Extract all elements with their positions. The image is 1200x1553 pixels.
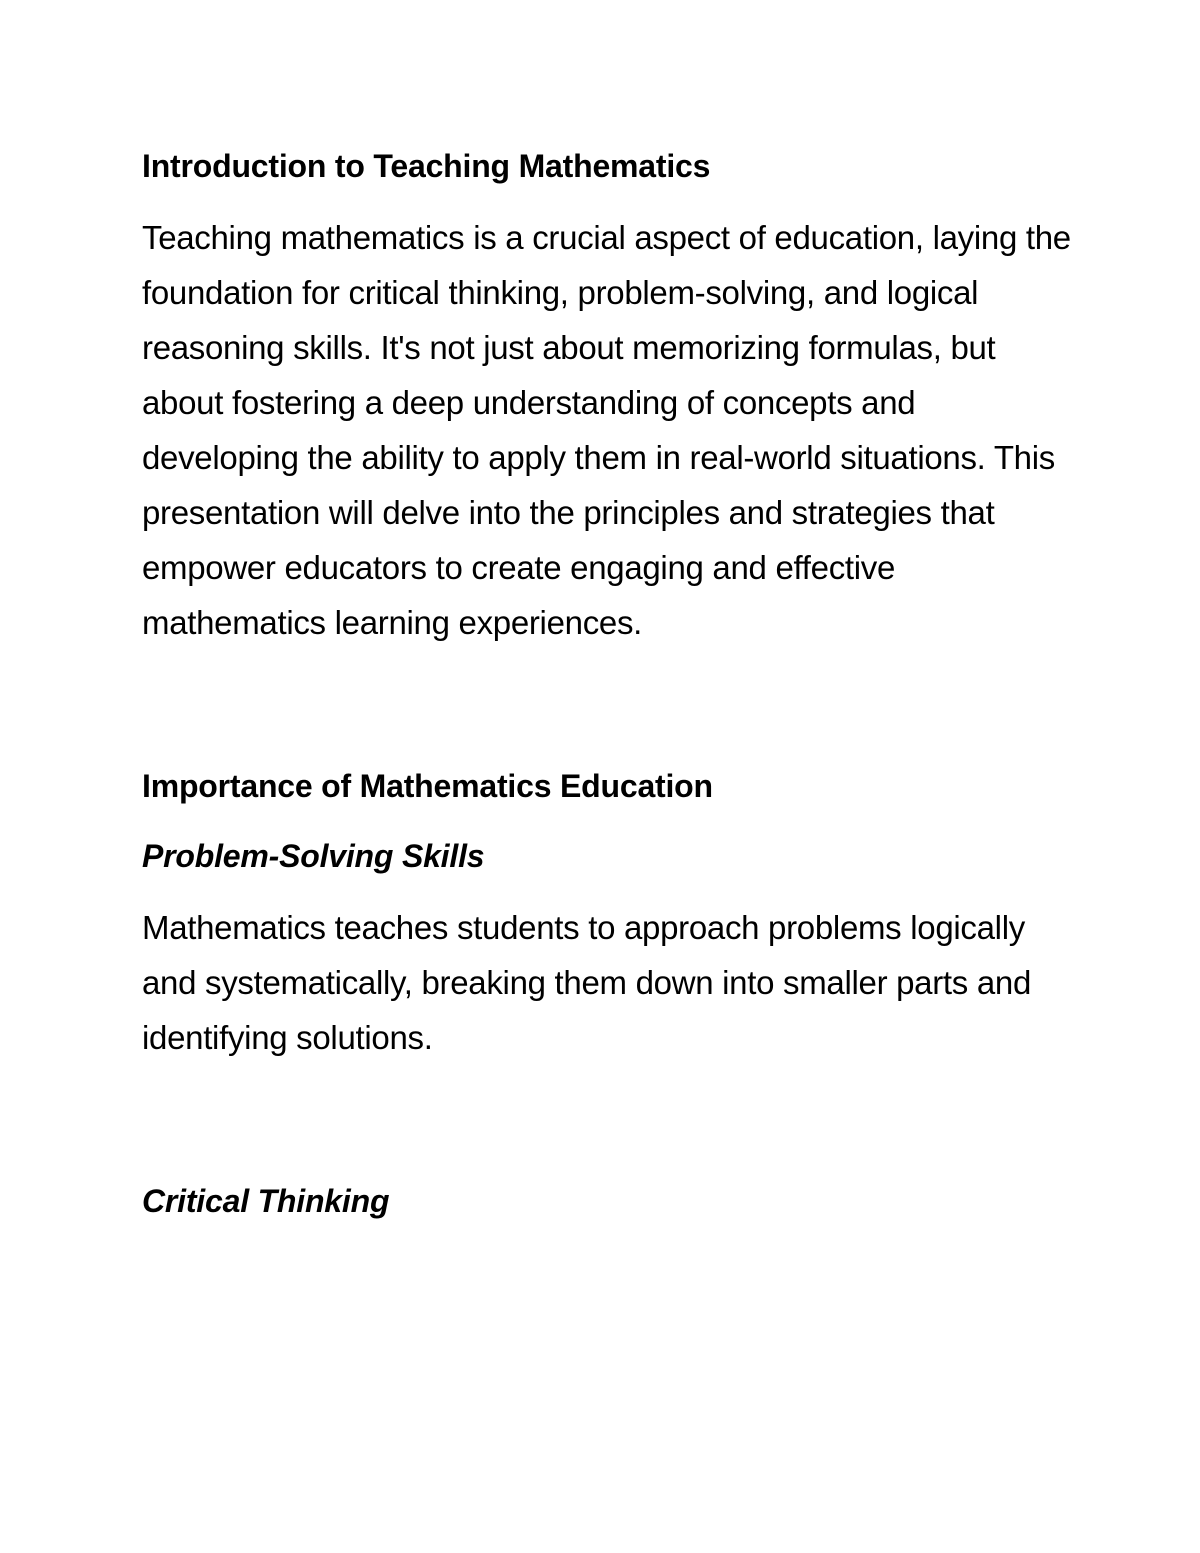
document-content [142,140,1072,1245]
subsection-heading-critical-thinking: Critical Thinking [142,1183,390,1219]
subsection-heading-problem-solving: Problem-Solving Skills [142,838,485,874]
introduction-paragraph: Teaching mathematics is a crucial aspect of education, laying the foundation for critical thinking, problem-solving, and logical reasoning skills. It's not just about memorizing formulas, but about fostering a deep understanding of concepts and developing the ability to apply them in real-world situations. This presentation will delve into the principles and strategies that empower educators to create engaging and effective mathematics learning experiences. [142,219,1071,641]
section-heading-introduction: Introduction to Teaching Mathematics [142,148,711,184]
problem-solving-paragraph: Mathematics teaches students to approach problems logically and systematically, breaking them down into smaller parts and identifying solutions. [142,909,1032,1056]
section-heading-importance: Importance of Mathematics Education [142,768,713,804]
